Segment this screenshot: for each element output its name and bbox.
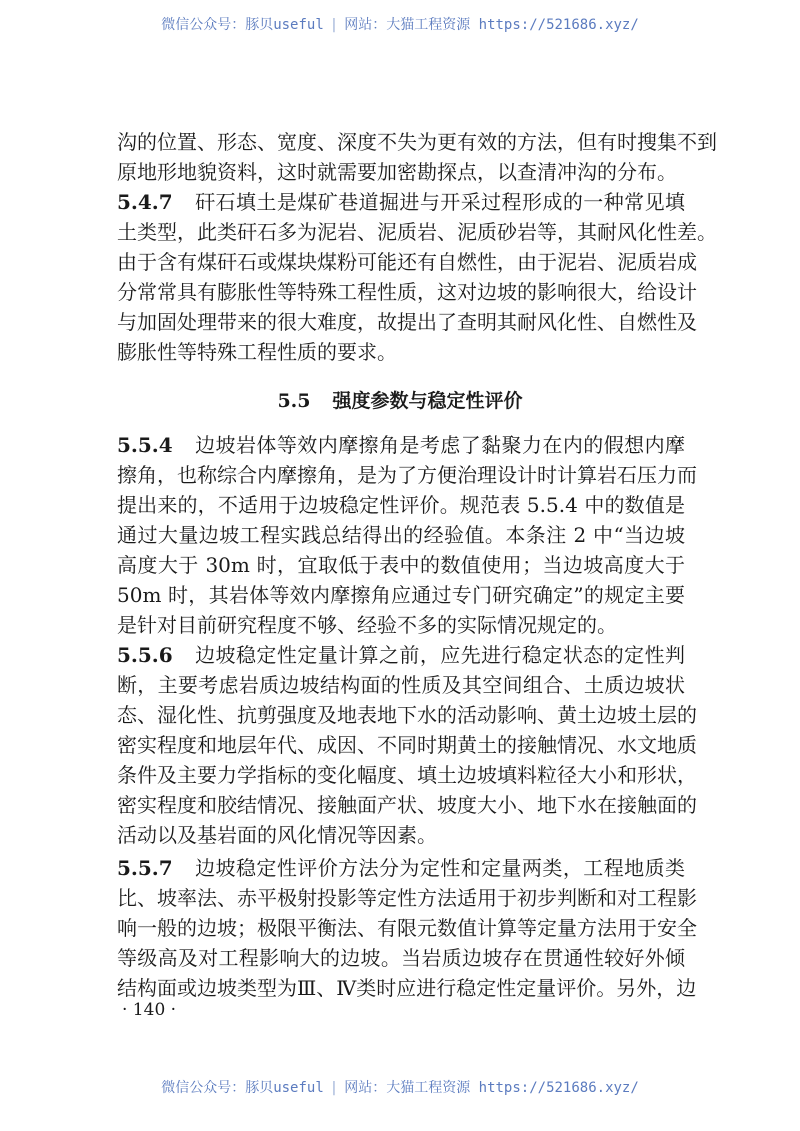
text-line: 分常常具有膨胀性等特殊工程性质，这对边坡的影响很大，给设计 (117, 280, 697, 304)
text-line: 擦角，也称综合内摩擦角，是为了方便治理设计时计算岩石压力而 (117, 463, 697, 487)
text-line: 高度大于 30m 时，宜取低于表中的数值使用；当边坡高度大于 (117, 553, 685, 577)
section-number: 5.5 (277, 390, 311, 412)
text-line: 提出来的，不适用于边坡稳定性评价。规范表 5.5.4 中的数值是 (117, 493, 685, 517)
text-line: 响一般的边坡；极限平衡法、有限元数值计算等定量方法用于安全 (117, 916, 697, 940)
text-line: 等级高及对工程影响大的边坡。当岩质边坡存在贯通性较好外倾 (117, 946, 685, 970)
clause-5-5-6 (117, 640, 697, 850)
text-line: 态、湿化性、抗剪强度及地表地下水的活动影响、黄土边坡土层的 (117, 703, 697, 727)
text-line: 由于含有煤矸石或煤块煤粉可能还有自燃性，由于泥岩、泥质岩成 (117, 250, 697, 274)
text-line: 边坡稳定性定量计算之前，应先进行稳定状态的定性判 (194, 643, 685, 667)
text-line: 密实程度和胶结情况、接触面产状、坡度大小、地下水在接触面的 (117, 793, 697, 817)
watermark-site: 网站：大猫工程资源 https://521686.xyz/ (344, 17, 639, 33)
section-heading (0, 386, 800, 416)
text-line: 密实程度和地层年代、成因、不同时期黄土的接触情况、水文地质 (117, 733, 697, 757)
clause-5-5-7 (117, 853, 697, 1003)
text-line: 比、坡率法、赤平极射投影等定性方法适用于初步判断和对工程影 (117, 886, 697, 910)
text-line: 边坡岩体等效内摩擦角是考虑了黏聚力在内的假想内摩 (194, 433, 685, 457)
text-line: 边坡稳定性评价方法分为定性和定量两类，工程地质类 (194, 856, 685, 880)
watermark-top (0, 14, 800, 34)
clause-number: 5.5.4 (117, 433, 173, 457)
watermark-separator: | (329, 17, 339, 33)
clause-number: 5.5.6 (117, 643, 173, 667)
text-line: 膨胀性等特殊工程性质的要求。 (117, 340, 397, 364)
watermark-wechat: 微信公众号：豚贝useful (161, 17, 324, 33)
clause-5-4-7 (117, 187, 717, 367)
text-line: 结构面或边坡类型为Ⅲ、Ⅳ类时应进行稳定性定量评价。另外，边 (117, 976, 697, 1000)
page-number: · 140 · (122, 1000, 177, 1020)
clause-number: 5.4.7 (117, 190, 173, 214)
text-line: 与加固处理带来的很大难度，故提出了查明其耐风化性、自燃性及 (117, 310, 697, 334)
watermark-bottom (0, 1077, 800, 1097)
text-line: 矸石填土是煤矿巷道掘进与开采过程形成的一种常见填 (194, 190, 685, 214)
watermark-wechat: 微信公众号：豚贝useful (161, 1080, 324, 1096)
section-title: 强度参数与稳定性评价 (332, 390, 523, 412)
text-line: 活动以及基岩面的风化情况等因素。 (117, 823, 437, 847)
text-line: 原地形地貌资料，这时就需要加密勘探点，以查清冲沟的分布。 (117, 160, 677, 184)
text-line: 条件及主要力学指标的变化幅度、填土边坡填料粒径大小和形状， (117, 763, 697, 787)
text-line: 沟的位置、形态、宽度、深度不失为更有效的方法，但有时搜集不到 (117, 130, 717, 154)
text-line: 50m 时，其岩体等效内摩擦角应通过专门研究确定”的规定主要 (117, 583, 685, 607)
clause-number: 5.5.7 (117, 856, 173, 880)
clause-5-5-4 (117, 430, 697, 640)
text-line: 是针对目前研究程度不够、经验不多的实际情况规定的。 (117, 613, 617, 637)
watermark-separator: | (329, 1080, 339, 1096)
watermark-site: 网站：大猫工程资源 https://521686.xyz/ (344, 1080, 639, 1096)
text-line: 断，主要考虑岩质边坡结构面的性质及其空间组合、土质边坡状 (117, 673, 685, 697)
intro-paragraph (117, 127, 717, 187)
text-line: 通过大量边坡工程实践总结得出的经验值。本条注 2 中“当边坡 (117, 523, 685, 547)
text-line: 土类型，此类矸石多为泥岩、泥质岩、泥质砂岩等，其耐风化性差。 (117, 220, 717, 244)
